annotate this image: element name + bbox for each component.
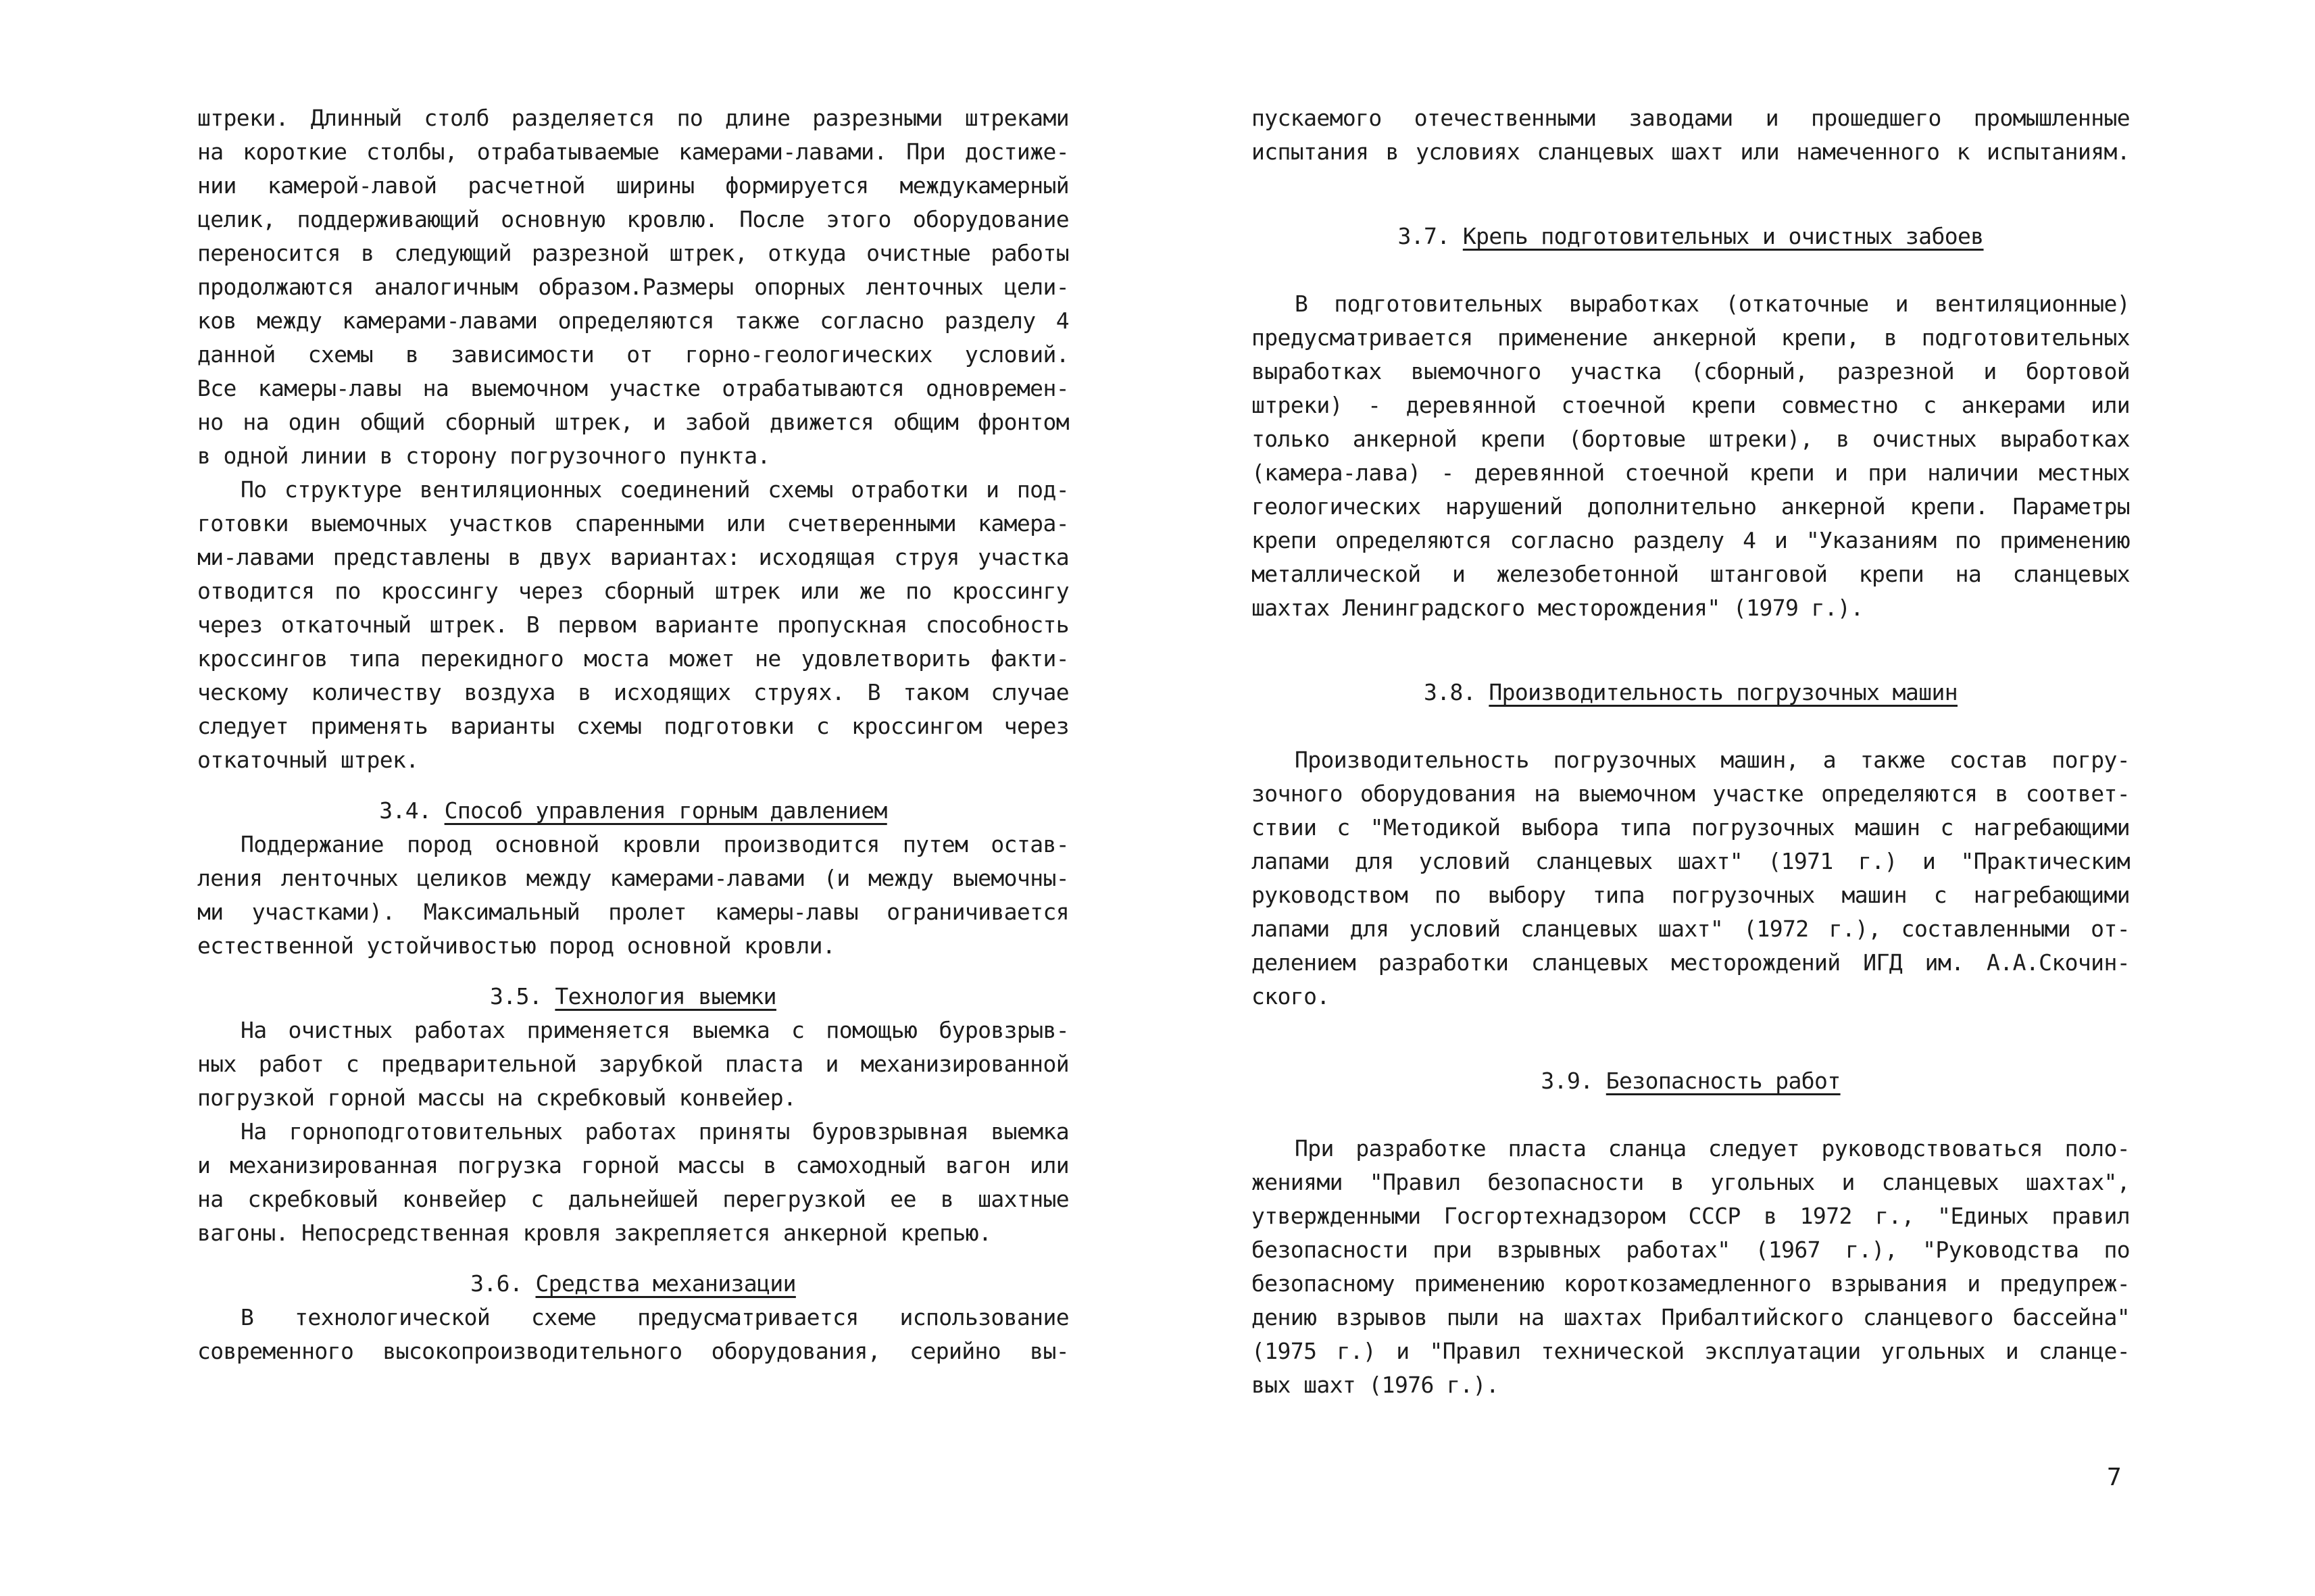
text-line: через откаточный штрек. В первом варианте пропускная способность	[197, 612, 1069, 638]
section-heading-3-4	[197, 794, 1069, 828]
text-line: лапами для условий сланцевых шахт" (1971 г.) и "Практическим	[1251, 848, 2130, 874]
paragraph	[197, 1301, 1069, 1368]
section-number: 3.8.	[1424, 679, 1476, 705]
text-line: На горноподготовительных работах приняты буровзрывная выемка	[241, 1118, 1069, 1145]
section-title: Производительность погрузочных машин	[1489, 679, 1958, 705]
text-line: ского.	[1251, 983, 1330, 1009]
text-line: следует применять варианты схемы подготовки с кроссингом через	[197, 713, 1069, 739]
paragraph	[1251, 1132, 2130, 1402]
text-line: безопасному применению короткозамедленного взрывания и предупреж-	[1251, 1270, 2130, 1297]
text-line: утвержденными Госгортехнадзором СССР в 1972 г., "Единых правил	[1251, 1203, 2130, 1229]
paragraph	[197, 1014, 1069, 1115]
paragraph	[197, 828, 1069, 963]
text-line: пускаемого отечественными заводами и прошедшего промышленные	[1251, 105, 2130, 131]
section-title: Способ управления горным давлением	[444, 797, 887, 824]
text-line: данной схемы в зависимости от горно-геологических условий.	[197, 341, 1069, 368]
text-line: только анкерной крепи (бортовые штреки), в очистных выработках	[1251, 426, 2130, 452]
section-number: 3.9.	[1541, 1068, 1593, 1094]
text-line: На очистных работах применяется выемка с помощью буровзрыв-	[241, 1017, 1069, 1043]
section-number: 3.6.	[470, 1270, 523, 1297]
text-line: штреки) - деревянной стоечной крепи совместно с анкерами или	[1251, 392, 2130, 418]
paragraph	[197, 473, 1069, 777]
text-line: В подготовительных выработках (откаточные и вентиляционные)	[1295, 291, 2130, 317]
section-number: 3.4.	[379, 797, 432, 824]
section-heading-3-6	[197, 1267, 1069, 1301]
text-line: зочного оборудования на выемочном участке определяются в соответ-	[1251, 780, 2130, 807]
text-line: руководством по выбору типа погрузочных машин с нагребающими	[1251, 882, 2130, 908]
text-line: целик, поддерживающий основную кровлю. После этого оборудование	[197, 206, 1069, 232]
text-line: но на один общий сборный штрек, и забой движется общим фронтом	[197, 409, 1069, 435]
paragraph	[197, 1115, 1069, 1250]
text-line: жениями "Правил безопасности в угольных и сланцевых шахтах",	[1251, 1169, 2130, 1195]
text-line: ков между камерами-лавами определяются также согласно разделу 4	[197, 307, 1069, 334]
text-line: кроссингов типа перекидного моста может не удовлетворить факти-	[197, 645, 1069, 672]
text-line: выработках выемочного участка (сборный, разрезной и бортовой	[1251, 358, 2130, 384]
section-heading-3-5	[197, 980, 1069, 1014]
text-line: вых шахт (1976 г.).	[1251, 1372, 1499, 1398]
text-line: на скребковый конвейер с дальнейшей перегрузкой ее в шахтные	[197, 1186, 1069, 1212]
text-line: штреки. Длинный столб разделяется по длине разрезными штреками	[197, 105, 1069, 131]
text-line: В технологической схеме предусматривается использование	[241, 1304, 1069, 1330]
paragraph	[1251, 101, 2130, 169]
text-line: металлической и железобетонной штанговой крепи на сланцевых	[1251, 561, 2130, 587]
section-heading-3-9	[1251, 1064, 2130, 1098]
text-line: отводится по кроссингу через сборный штрек или же по кроссингу	[197, 578, 1069, 604]
text-line: шахтах Ленинградского месторождения" (1979 г.).	[1251, 595, 1864, 621]
text-line: на короткие столбы, отрабатываемые камерами-лавами. При достиже-	[197, 139, 1069, 165]
text-line: погрузкой горной массы на скребковый конвейер.	[197, 1084, 797, 1111]
section-title: Средства механизации	[535, 1270, 796, 1297]
text-line: (камера-лава) - деревянной стоечной крепи и при наличии местных	[1251, 459, 2130, 486]
text-line: и механизированная погрузка горной массы в самоходный вагон или	[197, 1152, 1069, 1178]
section-heading-3-7	[1251, 220, 2130, 253]
text-line: готовки выемочных участков спаренными или счетверенными камера-	[197, 510, 1069, 537]
text-line: ми участками). Максимальный пролет камеры-лавы ограничивается	[197, 899, 1069, 925]
text-line: современного высокопроизводительного оборудования, серийно вы-	[197, 1338, 1069, 1364]
text-line: дению взрывов пыли на шахтах Прибалтийского сланцевого бассейна"	[1251, 1304, 2130, 1330]
text-line: Все камеры-лавы на выемочном участке отрабатываются одновремен-	[197, 375, 1069, 401]
paragraph	[1251, 743, 2130, 1014]
text-line: делением разработки сланцевых месторождений ИГД им. А.А.Скочин-	[1251, 949, 2130, 976]
section-title: Безопасность работ	[1605, 1068, 1841, 1094]
text-line: предусматривается применение анкерной крепи, в подготовительных	[1251, 324, 2130, 351]
text-line: переносится в следующий разрезной штрек, откуда очистные работы	[197, 240, 1069, 266]
text-line: крепи определяются согласно разделу 4 и "Указаниям по применению	[1251, 527, 2130, 553]
paragraph	[197, 101, 1069, 473]
text-line: откаточный штрек.	[197, 747, 419, 773]
text-line: испытания в условиях сланцевых шахт или намеченного к испытаниям.	[1251, 139, 2130, 165]
text-line: нии камерой-лавой расчетной ширины формируется междукамерный	[197, 172, 1069, 199]
text-line: Производительность погрузочных машин, а также состав погру-	[1295, 747, 2130, 773]
text-line: геологических нарушений дополнительно анкерной крепи. Параметры	[1251, 493, 2130, 520]
text-line: в одной линии в сторону погрузочного пункта.	[197, 443, 770, 469]
paragraph	[1251, 287, 2130, 625]
section-heading-3-8	[1251, 676, 2130, 709]
text-line: вагоны. Непосредственная кровля закрепляется анкерной крепью.	[197, 1220, 992, 1246]
text-line: ческому количеству воздуха в исходящих струях. В таком случае	[197, 679, 1069, 705]
left-page	[197, 101, 1069, 1368]
text-line: безопасности при взрывных работах" (1967 г.), "Руководства по	[1251, 1237, 2130, 1263]
section-title: Крепь подготовительных и очистных забоев	[1462, 223, 1984, 249]
text-line: ствии с "Методикой выбора типа погрузочных машин с нагребающими	[1251, 814, 2130, 841]
text-line: естественной устойчивостью пород основной кровли.	[197, 932, 836, 959]
section-number: 3.7.	[1397, 223, 1450, 249]
section-title: Технология выемки	[555, 983, 776, 1009]
text-line: ных работ с предварительной зарубкой пласта и механизированной	[197, 1051, 1069, 1077]
right-page	[1251, 101, 2130, 1402]
text-line: Поддержание пород основной кровли производится путем остав-	[241, 831, 1069, 857]
text-line: ми-лавами представлены в двух вариантах: исходящая струя участка	[197, 544, 1069, 570]
text-line: При разработке пласта сланца следует руководствоваться поло-	[1295, 1135, 2130, 1162]
text-line: ления ленточных целиков между камерами-лавами (и между выемочны-	[197, 865, 1069, 891]
section-number: 3.5.	[490, 983, 543, 1009]
text-line: По структуре вентиляционных соединений схемы отработки и под-	[241, 476, 1069, 503]
text-line: (1975 г.) и "Правил технической эксплуатации угольных и сланце-	[1251, 1338, 2130, 1364]
page-number: 7	[2107, 1464, 2122, 1491]
text-line: продолжаются аналогичным образом.Размеры опорных ленточных цели-	[197, 274, 1069, 300]
text-line: лапами для условий сланцевых шахт" (1972 г.), составленными от-	[1251, 916, 2130, 942]
